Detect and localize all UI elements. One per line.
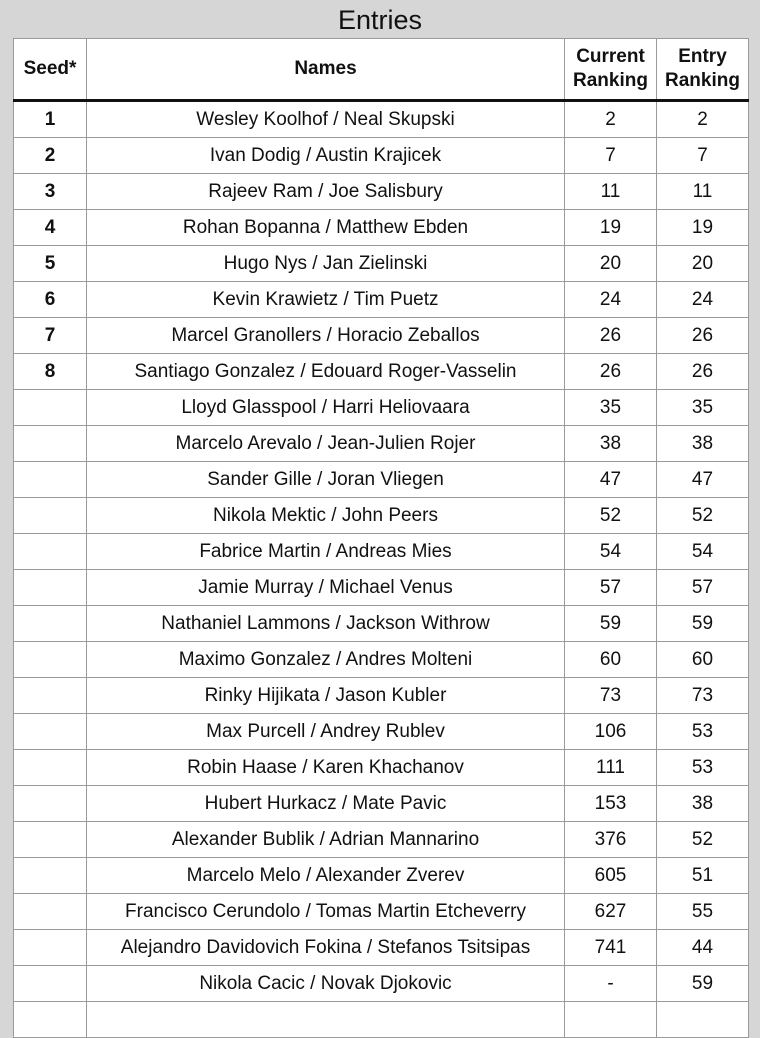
entry-ranking-cell: 59 [657, 606, 749, 642]
seed-cell [14, 714, 87, 750]
current-ranking-cell: 54 [565, 534, 657, 570]
current-ranking-cell: - [565, 966, 657, 1002]
table-row [14, 390, 749, 426]
table-row [14, 318, 749, 354]
current-ranking-cell [565, 1002, 657, 1038]
current-ranking-cell: 11 [565, 174, 657, 210]
names-cell: Max Purcell / Andrey Rublev [87, 714, 565, 750]
seed-cell [14, 822, 87, 858]
names-cell: Alexander Bublik / Adrian Mannarino [87, 822, 565, 858]
table-row [14, 750, 749, 786]
names-cell: Ivan Dodig / Austin Krajicek [87, 138, 565, 174]
names-cell: Robin Haase / Karen Khachanov [87, 750, 565, 786]
header-row [14, 39, 749, 101]
seed-cell [14, 606, 87, 642]
table-row [14, 606, 749, 642]
entry-ranking-cell: 38 [657, 786, 749, 822]
entry-ranking-cell: 59 [657, 966, 749, 1002]
current-ranking-cell: 57 [565, 570, 657, 606]
seed-cell [14, 1002, 87, 1038]
names-cell: Marcelo Arevalo / Jean-Julien Rojer [87, 426, 565, 462]
entry-ranking-cell: 57 [657, 570, 749, 606]
names-cell: Rinky Hijikata / Jason Kubler [87, 678, 565, 714]
entry-ranking-cell: 26 [657, 318, 749, 354]
entry-ranking-cell: 24 [657, 282, 749, 318]
seed-cell [14, 858, 87, 894]
current-ranking-cell: 26 [565, 354, 657, 390]
seed-cell: 5 [14, 246, 87, 282]
current-ranking-cell: 20 [565, 246, 657, 282]
current-ranking-cell: 59 [565, 606, 657, 642]
page-title: Entries [337, 5, 423, 35]
table-row [14, 786, 749, 822]
current-ranking-cell: 52 [565, 498, 657, 534]
current-ranking-cell: 35 [565, 390, 657, 426]
seed-cell [14, 930, 87, 966]
seed-cell: 3 [14, 174, 87, 210]
table-row [14, 534, 749, 570]
names-cell: Marcel Granollers / Horacio Zeballos [87, 318, 565, 354]
names-cell [87, 1002, 565, 1038]
seed-cell: 7 [14, 318, 87, 354]
table-body [14, 101, 749, 1038]
table-row [14, 246, 749, 282]
seed-cell: 2 [14, 138, 87, 174]
table-row [14, 642, 749, 678]
seed-cell: 6 [14, 282, 87, 318]
table-row [14, 174, 749, 210]
names-cell: Nikola Mektic / John Peers [87, 498, 565, 534]
table-header [14, 39, 749, 101]
seed-cell [14, 390, 87, 426]
current-ranking-cell: 47 [565, 462, 657, 498]
table-row [14, 822, 749, 858]
entry-ranking-cell [657, 1002, 749, 1038]
current-ranking-cell: 24 [565, 282, 657, 318]
column-header-entry-ranking: Entry Ranking [657, 39, 749, 101]
seed-cell [14, 570, 87, 606]
column-header-seed: Seed* [14, 39, 87, 101]
current-ranking-cell: 627 [565, 894, 657, 930]
names-cell: Hubert Hurkacz / Mate Pavic [87, 786, 565, 822]
table-row [14, 282, 749, 318]
table-row [14, 966, 749, 1002]
entry-ranking-cell: 35 [657, 390, 749, 426]
current-ranking-cell: 26 [565, 318, 657, 354]
names-cell: Fabrice Martin / Andreas Mies [87, 534, 565, 570]
current-ranking-cell: 741 [565, 930, 657, 966]
names-cell: Wesley Koolhof / Neal Skupski [87, 101, 565, 138]
current-ranking-cell: 153 [565, 786, 657, 822]
entry-ranking-cell: 19 [657, 210, 749, 246]
entry-ranking-cell: 7 [657, 138, 749, 174]
names-cell: Nathaniel Lammons / Jackson Withrow [87, 606, 565, 642]
seed-cell [14, 894, 87, 930]
seed-cell [14, 534, 87, 570]
table-row [14, 462, 749, 498]
current-ranking-cell: 7 [565, 138, 657, 174]
entry-ranking-cell: 38 [657, 426, 749, 462]
current-ranking-cell: 60 [565, 642, 657, 678]
table-row [14, 101, 749, 138]
seed-cell [14, 750, 87, 786]
entry-ranking-cell: 2 [657, 101, 749, 138]
entry-ranking-cell: 53 [657, 714, 749, 750]
seed-cell [14, 498, 87, 534]
seed-cell: 1 [14, 101, 87, 138]
current-ranking-cell: 73 [565, 678, 657, 714]
seed-cell [14, 642, 87, 678]
names-cell: Lloyd Glasspool / Harri Heliovaara [87, 390, 565, 426]
seed-cell [14, 426, 87, 462]
names-cell: Maximo Gonzalez / Andres Molteni [87, 642, 565, 678]
table-row [14, 858, 749, 894]
seed-cell [14, 462, 87, 498]
entry-ranking-cell: 51 [657, 858, 749, 894]
entry-ranking-cell: 73 [657, 678, 749, 714]
entry-ranking-cell: 52 [657, 498, 749, 534]
seed-cell: 4 [14, 210, 87, 246]
table-row [14, 426, 749, 462]
entry-ranking-cell: 53 [657, 750, 749, 786]
table-row [14, 714, 749, 750]
table-row [14, 138, 749, 174]
names-cell: Santiago Gonzalez / Edouard Roger-Vasselin [87, 354, 565, 390]
seed-cell [14, 786, 87, 822]
entry-ranking-cell: 20 [657, 246, 749, 282]
table-row [14, 210, 749, 246]
entry-ranking-cell: 60 [657, 642, 749, 678]
entry-ranking-cell: 54 [657, 534, 749, 570]
entry-ranking-cell: 52 [657, 822, 749, 858]
column-header-current-ranking: Current Ranking [565, 39, 657, 101]
names-cell: Sander Gille / Joran Vliegen [87, 462, 565, 498]
names-cell: Nikola Cacic / Novak Djokovic [87, 966, 565, 1002]
column-header-names: Names [87, 39, 565, 101]
table-row [14, 498, 749, 534]
entry-ranking-cell: 26 [657, 354, 749, 390]
current-ranking-cell: 376 [565, 822, 657, 858]
entry-ranking-cell: 55 [657, 894, 749, 930]
names-cell: Francisco Cerundolo / Tomas Martin Etcheverry [87, 894, 565, 930]
current-ranking-cell: 38 [565, 426, 657, 462]
table-row [14, 678, 749, 714]
current-ranking-cell: 111 [565, 750, 657, 786]
names-cell: Alejandro Davidovich Fokina / Stefanos Tsitsipas [87, 930, 565, 966]
entry-ranking-cell: 11 [657, 174, 749, 210]
names-cell: Rohan Bopanna / Matthew Ebden [87, 210, 565, 246]
names-cell: Hugo Nys / Jan Zielinski [87, 246, 565, 282]
table-row [14, 930, 749, 966]
names-cell: Marcelo Melo / Alexander Zverev [87, 858, 565, 894]
current-ranking-cell: 2 [565, 101, 657, 138]
table-row [14, 1002, 749, 1038]
entry-ranking-cell: 47 [657, 462, 749, 498]
current-ranking-cell: 19 [565, 210, 657, 246]
names-cell: Kevin Krawietz / Tim Puetz [87, 282, 565, 318]
entry-ranking-cell: 44 [657, 930, 749, 966]
entries-table [13, 38, 749, 1038]
seed-cell [14, 678, 87, 714]
current-ranking-cell: 106 [565, 714, 657, 750]
table-row [14, 570, 749, 606]
seed-cell [14, 966, 87, 1002]
current-ranking-cell: 605 [565, 858, 657, 894]
table-row [14, 354, 749, 390]
seed-cell: 8 [14, 354, 87, 390]
names-cell: Rajeev Ram / Joe Salisbury [87, 174, 565, 210]
names-cell: Jamie Murray / Michael Venus [87, 570, 565, 606]
table-row [14, 894, 749, 930]
